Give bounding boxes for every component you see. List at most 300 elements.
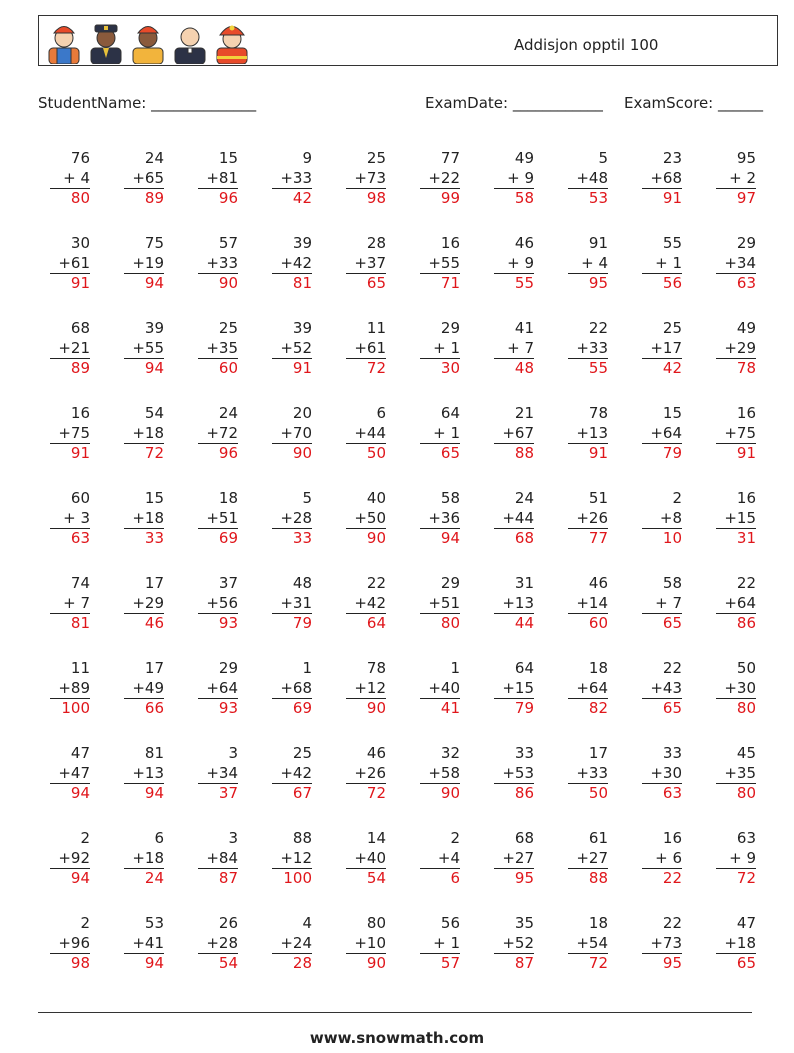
- addend-top: 33: [662, 744, 682, 762]
- addend-top: 3: [228, 744, 238, 762]
- answer: 79: [642, 443, 682, 464]
- answer: 65: [420, 443, 460, 464]
- addend-bottom: +26: [576, 508, 608, 527]
- answer: 90: [420, 783, 460, 804]
- addend-bottom: +33: [576, 763, 608, 782]
- answer: 99: [420, 188, 460, 209]
- addend-bottom: + 7: [63, 593, 90, 612]
- answer: 10: [642, 528, 682, 549]
- addend-bottom: +44: [354, 423, 386, 442]
- addend-bottom: +34: [724, 253, 756, 272]
- addend-top: 2: [672, 489, 682, 507]
- answer: 95: [642, 953, 682, 974]
- addition-problem: [114, 149, 164, 209]
- worksheet-title: Addisjon opptil 100: [514, 36, 659, 54]
- addition-problem: [40, 489, 90, 549]
- addend-bottom: +44: [502, 508, 534, 527]
- addition-problem: [410, 914, 460, 974]
- addend-bottom: +40: [428, 678, 460, 697]
- addend-bottom: +55: [428, 253, 460, 272]
- answer: 57: [420, 953, 460, 974]
- addend-bottom: +18: [132, 508, 164, 527]
- addition-problem: [262, 744, 312, 804]
- addend-top: 11: [366, 319, 386, 337]
- addition-problem: [410, 319, 460, 379]
- addend-top: 16: [736, 489, 756, 507]
- addition-problem: [336, 574, 386, 634]
- addition-problem: [410, 574, 460, 634]
- construction-worker-avatar-icon: [129, 18, 167, 64]
- addend-bottom: +53: [502, 763, 534, 782]
- answer: 33: [272, 528, 312, 549]
- answer: 95: [494, 868, 534, 889]
- addend-bottom: +30: [724, 678, 756, 697]
- addition-problem: [114, 234, 164, 294]
- addend-bottom: +18: [724, 933, 756, 952]
- addend-top: 26: [218, 914, 238, 932]
- addition-problem: [484, 829, 534, 889]
- addition-problem: [262, 914, 312, 974]
- addend-top: 49: [736, 319, 756, 337]
- worker-avatar-icon: [45, 18, 83, 64]
- answer: 65: [642, 613, 682, 634]
- addition-problem: [40, 914, 90, 974]
- answer: 64: [346, 613, 386, 634]
- addend-bottom: +31: [280, 593, 312, 612]
- worksheet-header: [38, 15, 778, 66]
- answer: 77: [568, 528, 608, 549]
- answer: 90: [198, 273, 238, 294]
- addition-problem: [410, 404, 460, 464]
- answer: 42: [272, 188, 312, 209]
- addend-top: 29: [218, 659, 238, 677]
- addition-problem: [262, 829, 312, 889]
- addend-bottom: +33: [576, 338, 608, 357]
- addend-bottom: + 9: [507, 168, 534, 187]
- addition-problem: [484, 574, 534, 634]
- addition-problem: [632, 744, 682, 804]
- addend-bottom: +75: [724, 423, 756, 442]
- answer: 6: [420, 868, 460, 889]
- answer: 79: [272, 613, 312, 634]
- addend-top: 56: [440, 914, 460, 932]
- answer: 56: [642, 273, 682, 294]
- addend-top: 2: [80, 829, 90, 847]
- answer: 86: [716, 613, 756, 634]
- addition-problem: [188, 574, 238, 634]
- addend-top: 50: [736, 659, 756, 677]
- addend-bottom: +70: [280, 423, 312, 442]
- addend-bottom: +36: [428, 508, 460, 527]
- addend-top: 58: [662, 574, 682, 592]
- addition-problem: [114, 489, 164, 549]
- addition-problem: [484, 234, 534, 294]
- addend-bottom: +27: [502, 848, 534, 867]
- addend-top: 46: [514, 234, 534, 252]
- addend-bottom: +42: [354, 593, 386, 612]
- addend-bottom: + 4: [63, 168, 90, 187]
- addition-problem: [410, 489, 460, 549]
- addend-top: 75: [144, 234, 164, 252]
- addend-top: 25: [218, 319, 238, 337]
- addition-problem: [114, 574, 164, 634]
- addition-problem: [40, 744, 90, 804]
- addition-problem: [706, 404, 756, 464]
- addend-top: 20: [292, 404, 312, 422]
- addend-bottom: + 1: [433, 423, 460, 442]
- addend-top: 22: [662, 659, 682, 677]
- addend-top: 5: [598, 149, 608, 167]
- addend-top: 80: [366, 914, 386, 932]
- addend-top: 29: [440, 574, 460, 592]
- addend-top: 2: [450, 829, 460, 847]
- addend-top: 22: [662, 914, 682, 932]
- answer: 50: [568, 783, 608, 804]
- addition-problem: [114, 744, 164, 804]
- addition-problem: [188, 744, 238, 804]
- addend-top: 16: [440, 234, 460, 252]
- addition-problem: [188, 914, 238, 974]
- addend-top: 18: [218, 489, 238, 507]
- firefighter-avatar-icon: [213, 18, 251, 64]
- answer: 69: [198, 528, 238, 549]
- answer: 98: [50, 953, 90, 974]
- answer: 65: [716, 953, 756, 974]
- addend-bottom: +18: [132, 848, 164, 867]
- addend-bottom: +61: [354, 338, 386, 357]
- answer: 100: [50, 698, 90, 719]
- answer: 69: [272, 698, 312, 719]
- addend-top: 68: [70, 319, 90, 337]
- addend-top: 25: [292, 744, 312, 762]
- addend-top: 6: [376, 404, 386, 422]
- answer: 33: [124, 528, 164, 549]
- answer: 80: [716, 698, 756, 719]
- addend-bottom: +33: [206, 253, 238, 272]
- answer: 72: [568, 953, 608, 974]
- answer: 42: [642, 358, 682, 379]
- addition-problem: [40, 319, 90, 379]
- answer: 94: [124, 358, 164, 379]
- addend-top: 40: [366, 489, 386, 507]
- addend-bottom: +17: [650, 338, 682, 357]
- addition-problem: [410, 744, 460, 804]
- answer: 60: [568, 613, 608, 634]
- answer: 91: [50, 273, 90, 294]
- addition-problem: [40, 234, 90, 294]
- addend-bottom: + 4: [581, 253, 608, 272]
- answer: 82: [568, 698, 608, 719]
- addend-bottom: +75: [58, 423, 90, 442]
- addend-top: 54: [144, 404, 164, 422]
- answer: 90: [346, 953, 386, 974]
- addition-problem: [706, 914, 756, 974]
- addition-problem: [558, 404, 608, 464]
- addend-top: 39: [292, 234, 312, 252]
- exam-score-field[interactable]: ExamScore: ______: [624, 94, 763, 112]
- addend-bottom: +65: [132, 168, 164, 187]
- addend-bottom: +37: [354, 253, 386, 272]
- addend-bottom: + 3: [63, 508, 90, 527]
- addition-problem: [558, 914, 608, 974]
- addend-top: 17: [588, 744, 608, 762]
- addition-problem: [632, 234, 682, 294]
- addend-top: 4: [302, 914, 312, 932]
- addend-top: 64: [440, 404, 460, 422]
- exam-date-field[interactable]: ExamDate: ____________: [425, 94, 603, 112]
- addend-bottom: +50: [354, 508, 386, 527]
- addend-top: 76: [70, 149, 90, 167]
- addition-problem: [262, 404, 312, 464]
- addition-problem: [188, 489, 238, 549]
- addend-bottom: +61: [58, 253, 90, 272]
- student-name-field[interactable]: StudentName: ______________: [38, 94, 257, 112]
- answer: 44: [494, 613, 534, 634]
- addend-top: 15: [662, 404, 682, 422]
- addition-problem: [484, 149, 534, 209]
- addition-problem: [40, 149, 90, 209]
- addition-problem: [706, 149, 756, 209]
- addend-bottom: +68: [650, 168, 682, 187]
- addend-bottom: +26: [354, 763, 386, 782]
- addend-top: 47: [736, 914, 756, 932]
- answer: 55: [494, 273, 534, 294]
- addition-problem: [40, 404, 90, 464]
- addend-bottom: +19: [132, 253, 164, 272]
- answer: 30: [420, 358, 460, 379]
- addition-problem: [706, 319, 756, 379]
- addend-top: 15: [218, 149, 238, 167]
- addition-problem: [336, 149, 386, 209]
- addition-problem: [632, 829, 682, 889]
- addition-problem: [632, 489, 682, 549]
- addend-top: 25: [662, 319, 682, 337]
- addition-problem: [188, 319, 238, 379]
- addition-problem: [706, 234, 756, 294]
- addend-top: 29: [736, 234, 756, 252]
- addition-problem: [632, 574, 682, 634]
- answer: 63: [716, 273, 756, 294]
- priest-avatar-icon: [171, 18, 209, 64]
- addend-bottom: +64: [650, 423, 682, 442]
- addend-bottom: + 7: [655, 593, 682, 612]
- answer: 79: [494, 698, 534, 719]
- addition-problem: [336, 489, 386, 549]
- addend-bottom: +68: [280, 678, 312, 697]
- addend-top: 24: [144, 149, 164, 167]
- addition-problem: [706, 574, 756, 634]
- addend-top: 53: [144, 914, 164, 932]
- addition-problem: [114, 829, 164, 889]
- answer: 41: [420, 698, 460, 719]
- addend-bottom: +73: [650, 933, 682, 952]
- addend-top: 24: [514, 489, 534, 507]
- footer-divider: [38, 1012, 752, 1013]
- addition-problem: [262, 574, 312, 634]
- addend-top: 16: [70, 404, 90, 422]
- addition-problem: [484, 319, 534, 379]
- addend-top: 29: [440, 319, 460, 337]
- addend-top: 9: [302, 149, 312, 167]
- addend-top: 55: [662, 234, 682, 252]
- addition-problem: [558, 574, 608, 634]
- addition-problem: [410, 659, 460, 719]
- addend-top: 91: [588, 234, 608, 252]
- addition-problem: [484, 659, 534, 719]
- addend-bottom: + 1: [433, 338, 460, 357]
- addend-bottom: +48: [576, 168, 608, 187]
- addend-top: 17: [144, 574, 164, 592]
- addition-problem: [484, 489, 534, 549]
- addend-top: 16: [736, 404, 756, 422]
- addend-bottom: +8: [659, 508, 682, 527]
- addition-problem: [40, 659, 90, 719]
- answer: 100: [272, 868, 312, 889]
- addend-bottom: +14: [576, 593, 608, 612]
- answer: 87: [198, 868, 238, 889]
- addition-problem: [558, 744, 608, 804]
- addition-problem: [114, 404, 164, 464]
- addend-top: 81: [144, 744, 164, 762]
- addend-top: 22: [366, 574, 386, 592]
- addend-top: 58: [440, 489, 460, 507]
- answer: 86: [494, 783, 534, 804]
- addend-bottom: +15: [502, 678, 534, 697]
- answer: 94: [124, 273, 164, 294]
- addend-bottom: +89: [58, 678, 90, 697]
- addend-bottom: +92: [58, 848, 90, 867]
- addition-problem: [336, 829, 386, 889]
- answer: 46: [124, 613, 164, 634]
- addend-top: 78: [366, 659, 386, 677]
- addition-problem: [188, 829, 238, 889]
- addend-bottom: +35: [206, 338, 238, 357]
- addition-problem: [484, 744, 534, 804]
- answer: 90: [346, 528, 386, 549]
- addend-bottom: +64: [576, 678, 608, 697]
- answer: 72: [124, 443, 164, 464]
- answer: 48: [494, 358, 534, 379]
- addend-bottom: + 9: [507, 253, 534, 272]
- addend-top: 1: [302, 659, 312, 677]
- addition-problem: [114, 914, 164, 974]
- addend-top: 41: [514, 319, 534, 337]
- addend-bottom: +67: [502, 423, 534, 442]
- addend-bottom: +73: [354, 168, 386, 187]
- answer: 89: [124, 188, 164, 209]
- addition-problem: [410, 234, 460, 294]
- addend-bottom: +43: [650, 678, 682, 697]
- addition-problem: [188, 234, 238, 294]
- addition-problem: [632, 659, 682, 719]
- addend-top: 18: [588, 659, 608, 677]
- addition-problem: [114, 659, 164, 719]
- addend-top: 39: [292, 319, 312, 337]
- addend-top: 15: [144, 489, 164, 507]
- answer: 97: [716, 188, 756, 209]
- addend-top: 77: [440, 149, 460, 167]
- addend-bottom: +41: [132, 933, 164, 952]
- answer: 81: [272, 273, 312, 294]
- addend-top: 24: [218, 404, 238, 422]
- answer: 72: [346, 783, 386, 804]
- addend-top: 2: [80, 914, 90, 932]
- addend-bottom: +64: [724, 593, 756, 612]
- answer: 94: [420, 528, 460, 549]
- answer: 31: [716, 528, 756, 549]
- addition-problem: [484, 914, 534, 974]
- answer: 65: [642, 698, 682, 719]
- addend-top: 3: [228, 829, 238, 847]
- addend-top: 33: [514, 744, 534, 762]
- addend-bottom: +35: [724, 763, 756, 782]
- addend-bottom: +84: [206, 848, 238, 867]
- addend-bottom: + 1: [655, 253, 682, 272]
- addend-bottom: + 6: [655, 848, 682, 867]
- answer: 50: [346, 443, 386, 464]
- answer: 67: [272, 783, 312, 804]
- addend-bottom: +40: [354, 848, 386, 867]
- addition-problem: [336, 404, 386, 464]
- answer: 96: [198, 443, 238, 464]
- addition-problem: [336, 744, 386, 804]
- addend-top: 6: [154, 829, 164, 847]
- addition-problem: [188, 404, 238, 464]
- addend-bottom: +22: [428, 168, 460, 187]
- addend-top: 46: [588, 574, 608, 592]
- addend-bottom: +21: [58, 338, 90, 357]
- answer: 81: [50, 613, 90, 634]
- answer: 68: [494, 528, 534, 549]
- addend-top: 51: [588, 489, 608, 507]
- answer: 58: [494, 188, 534, 209]
- addition-problem: [558, 319, 608, 379]
- addend-bottom: +4: [437, 848, 460, 867]
- answer: 60: [198, 358, 238, 379]
- addend-bottom: +81: [206, 168, 238, 187]
- answer: 71: [420, 273, 460, 294]
- addend-bottom: +49: [132, 678, 164, 697]
- addition-problem: [558, 659, 608, 719]
- answer: 54: [198, 953, 238, 974]
- addend-bottom: +15: [724, 508, 756, 527]
- answer: 88: [568, 868, 608, 889]
- addend-bottom: +33: [280, 168, 312, 187]
- addition-problem: [262, 149, 312, 209]
- answer: 95: [568, 273, 608, 294]
- addition-problem: [262, 319, 312, 379]
- addition-problem: [706, 744, 756, 804]
- answer: 78: [716, 358, 756, 379]
- addend-top: 17: [144, 659, 164, 677]
- addend-bottom: +64: [206, 678, 238, 697]
- addend-top: 32: [440, 744, 460, 762]
- answer: 94: [50, 783, 90, 804]
- addend-top: 88: [292, 829, 312, 847]
- addition-problem: [336, 319, 386, 379]
- addend-bottom: +96: [58, 933, 90, 952]
- addend-bottom: +24: [280, 933, 312, 952]
- addend-bottom: + 2: [729, 168, 756, 187]
- addend-top: 22: [736, 574, 756, 592]
- addend-bottom: +52: [280, 338, 312, 357]
- answer: 89: [50, 358, 90, 379]
- addend-bottom: +52: [502, 933, 534, 952]
- answer: 87: [494, 953, 534, 974]
- addition-problem: [558, 489, 608, 549]
- addend-top: 39: [144, 319, 164, 337]
- addition-problem: [706, 489, 756, 549]
